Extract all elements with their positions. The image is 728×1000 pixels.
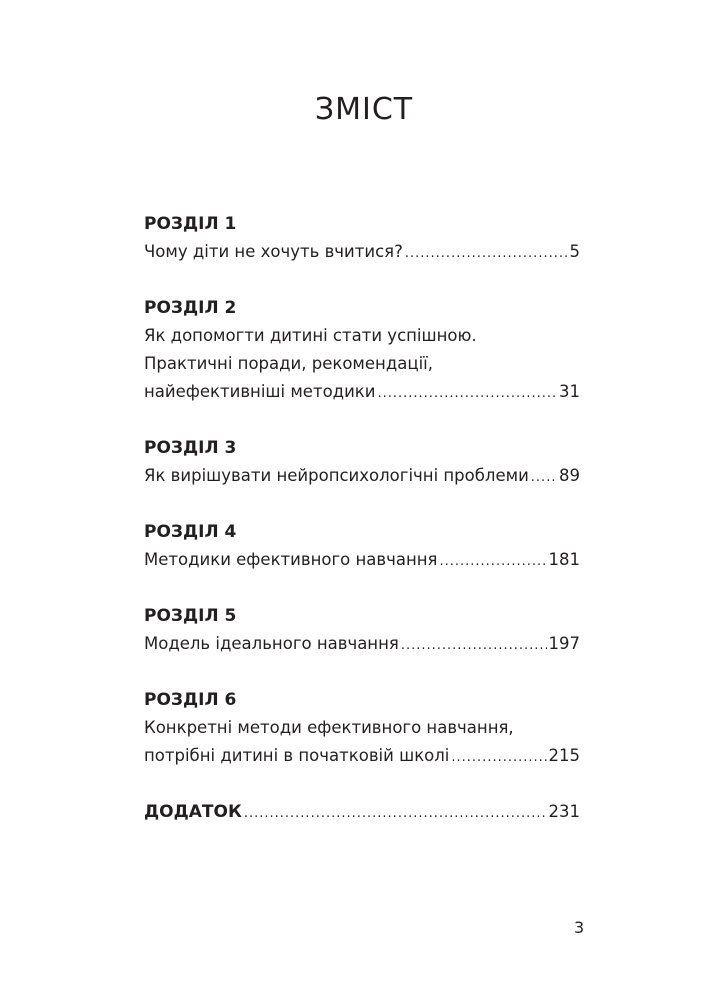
section-heading: РОЗДІЛ 4 [144,522,237,542]
toc-entry-appendix[interactable] [144,798,580,826]
page-number: 31 [559,382,580,401]
table-of-contents [144,210,580,826]
entry-title: Методики ефективного навчання [144,550,438,569]
section-heading: РОЗДІЛ 5 [144,606,237,626]
page-title: ЗМІСТ [314,92,414,127]
toc-entry[interactable] [144,378,580,406]
page-number: 197 [548,634,580,653]
dot-leader [377,380,557,408]
entry-title: Чому діти не хочуть вчитися? [144,242,403,261]
toc-entry[interactable] [144,742,580,770]
entry-title-line: Практичні поради, рекомендації, [144,354,433,373]
toc-entry[interactable] [144,238,580,266]
toc-section-5 [144,602,580,658]
page-number: 181 [548,550,580,569]
dot-leader [531,464,557,492]
toc-section-6 [144,686,580,770]
dot-leader [451,744,546,772]
entry-title-line: Конкретні методи ефективного навчання, [144,718,514,737]
page-number: 215 [548,746,580,765]
section-heading: РОЗДІЛ 6 [144,690,237,710]
toc-section-3 [144,434,580,490]
toc-entry[interactable] [144,546,580,574]
entry-title: потрібні дитині в початковій школі [144,746,450,765]
toc-section-4 [144,518,580,574]
section-heading: РОЗДІЛ 2 [144,298,237,318]
entry-title: Модель ідеального навчання [144,634,399,653]
toc-entry[interactable] [144,630,580,658]
dot-leader [244,800,547,828]
folio-page-number: 3 [574,918,585,937]
dot-leader [401,632,547,660]
page-number: 231 [548,802,580,821]
entry-title: найефективніші методики [144,382,376,401]
page-number: 5 [569,242,580,261]
dot-leader [439,548,546,576]
page-number: 89 [559,466,580,485]
toc-section-1 [144,210,580,266]
section-heading: РОЗДІЛ 1 [144,214,237,234]
entry-title: Як вирішувати нейропсихологічні проблеми [144,466,529,485]
toc-entry[interactable] [144,462,580,490]
entry-title-line: Як допомогти дитині стати успішною. [144,326,477,345]
dot-leader [405,240,568,268]
appendix-label: ДОДАТОК [144,802,242,822]
section-heading: РОЗДІЛ 3 [144,438,237,458]
toc-section-2 [144,294,580,406]
